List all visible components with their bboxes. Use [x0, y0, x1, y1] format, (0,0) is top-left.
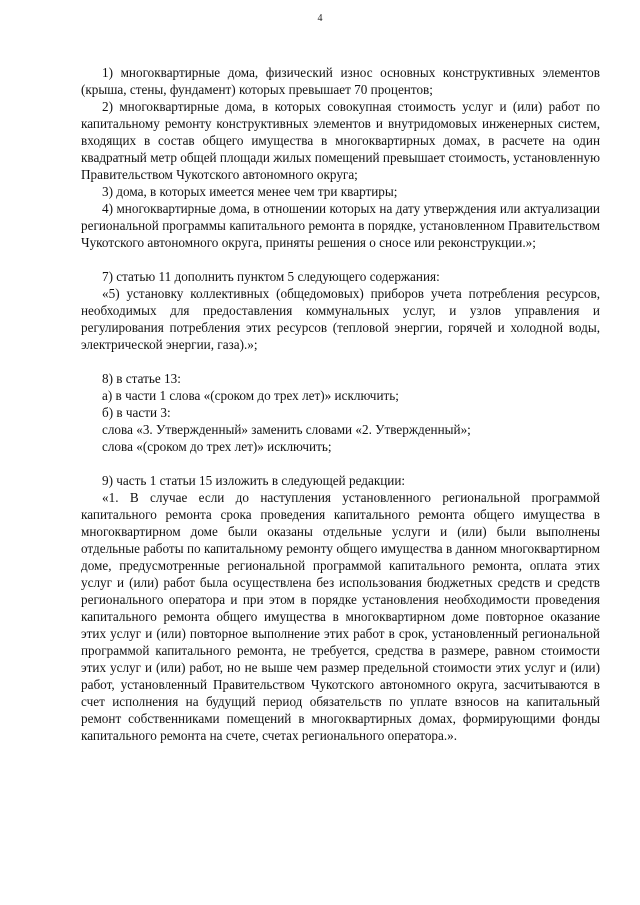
spacer — [81, 251, 600, 268]
section-8-item-b: б) в части 3: — [102, 405, 171, 420]
section-7-text: «5) установку коллективных (общедомовых) приборов учета потребления ресурсов, необходимых для предоставления коммунальных услуг, и узлов управления и регулирования потребления этих ресурсов (тепловой энергии, горячей и холодной воды, электрической энергии, газа).»; — [81, 286, 600, 352]
spacer — [81, 455, 600, 472]
list-item-4: 4) многоквартирные дома, в отношении которых на дату утверждения или актуализации региональной программы капитального ремонта в порядке, установленном Правительством Чукотского автономного округа, приняты решения о сносе или реконструкции.»; — [81, 201, 600, 250]
document-body — [81, 64, 600, 744]
list-item-1: 1) многоквартирные дома, физический износ основных конструктивных элементов (крыша, стены, фундамент) которых превышает 70 процентов; — [81, 65, 600, 97]
section-8-item-b1: слова «3. Утвержденный» заменить словами «2. Утвержденный»; — [102, 422, 471, 437]
list-item-3: 3) дома, в которых имеется менее чем три квартиры; — [102, 184, 398, 199]
section-8-item-a: а) в части 1 слова «(сроком до трех лет)» исключить; — [102, 388, 399, 403]
spacer — [81, 353, 600, 370]
page-number: 4 — [317, 13, 323, 24]
list-item-2: 2) многоквартирные дома, в которых совокупная стоимость услуг и (или) работ по капитальному ремонту конструктивных элементов и внутридомовых инженерных систем, входящих в состав общего имущества в многоквартирных домах, в расчете на один квадратный метр общей площади жилых помещений превышает стоимость, установленную Правительством Чукотского автономного округа; — [81, 99, 600, 182]
section-7-heading: 7) статью 11 дополнить пунктом 5 следующего содержания: — [102, 269, 440, 284]
section-8-item-b2: слова «(сроком до трех лет)» исключить; — [102, 439, 332, 454]
section-9-text: «1. В случае если до наступления установленного региональной программой капитального ремонта срока проведения капитального ремонта общего имущества в многоквартирном доме были оказаны отдельные услуги и (или) были выполнены отдельные работы по капитальному ремонту общего имущества в данном многоквартирном доме, предусмотренные региональной программой капитального ремонта, оплата этих услуг и (или) работ была осуществлена без использования бюджетных средств и средств регионального оператора и при этом в порядке установления необходимости проведения капитального ремонта общего имущества в многоквартирном доме повторное оказание этих услуг и (или) повторное выполнение этих работ в срок, установленный региональной программой капитального ремонта, не требуется, средства в размере, равном стоимости этих услуг и (или) работ, но не выше чем размер предельной стоимости этих услуг и (или) работ, установленный Правительством Чукотского автономного округа, засчитываются в счет исполнения на будущий период обязательств по уплате взносов на капитальный ремонт собственниками помещений в многоквартирных домах, формирующими фонды капитального ремонта на счете, счетах регионального оператора.». — [81, 490, 600, 743]
section-8-heading: 8) в статье 13: — [102, 371, 181, 386]
section-9-heading: 9) часть 1 статьи 15 изложить в следующей редакции: — [102, 473, 406, 488]
